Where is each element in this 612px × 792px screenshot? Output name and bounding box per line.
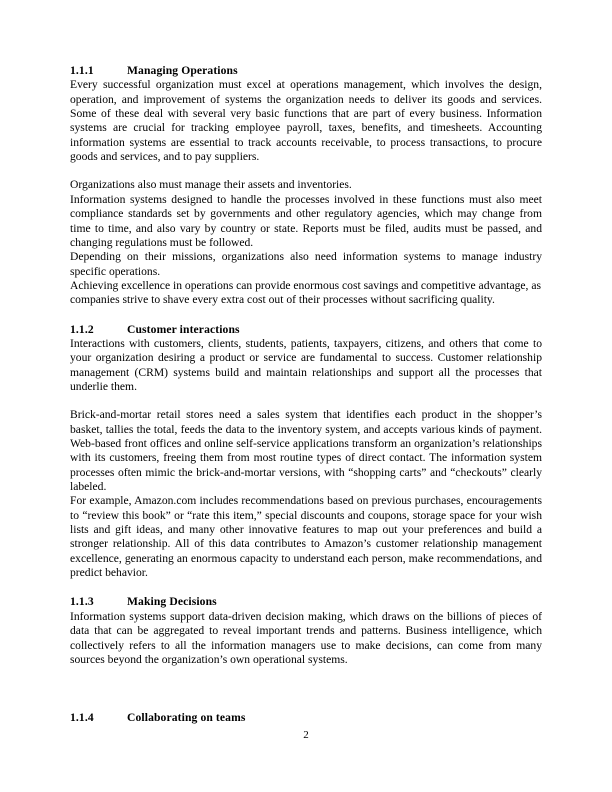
paragraph: Brick-and-mortar retail stores need a sales system that identifies each product in the shopper’s basket, tallies the total, feeds the data to the inventory system, and accepts various kinds of payment. Web-based front offices and online self-service applications transform an organization’s relationships with its customers, freeing them from most routine types of direct contact. The information system processes often mimic the brick-and-mortar versions, with “shopping carts” and “checkouts” clearly labeled. [70,408,542,494]
paragraph: Information systems support data-driven decision making, which draws on the billions of pieces of data that can be aggregated to reveal important trends and patterns. Business intelligence, which collectively refers to all the information managers use to make decisions, can come from many sources beyond the organization’s own operational systems. [70,609,542,666]
paragraph: Every successful organization must excel at operations management, which involves the design, operation, and improvement of systems the organization needs to deliver its goods and services. Some of these deal with several very basic functions that are part of every business. Information systems are crucial for tracking employee payroll, taxes, benefits, and timesheets. Accounting information systems are essential to track accounts receivable, to process transactions, to procure goods and services, and to pay suppliers. [70,78,542,164]
page-content [70,64,542,726]
paragraph: Organizations also must manage their assets and inventories. [70,178,352,192]
paragraph: For example, Amazon.com includes recommendations based on previous purchases, encouragements to “review this book” or “rate this item,” special discounts and coupons, storage space for your wish lists and gift ideas, and many other innovative features to map out your preferences and build a stronger relationship. All of this data contributes to Amazon’s customer relationship management excellence, generating an enormous capacity to understand each person, make recommendations, and predict behavior. [70,494,542,580]
section-number: 1.1.2 [70,322,94,336]
section-number: 1.1.1 [70,64,94,77]
section-heading-1-1-3 [70,595,542,609]
section-heading-1-1-1 [70,64,542,78]
paragraph: Information systems designed to handle the processes involved in these functions must also meet compliance standards set by governments and other regulatory agencies, which may change from time to time, and also vary by country or state. Reports must be filed, audits must be passed, and changing regulations must be followed. [70,192,542,249]
section-title: Collaborating on teams [127,711,246,725]
page-number: 2 [303,729,309,741]
paragraph: Depending on their missions, organizations also need information systems to manage industry specific operations. [70,250,542,278]
section-number: 1.1.3 [70,595,94,609]
section-title: Making Decisions [127,595,217,609]
section-spacer [70,308,542,323]
section-spacer [70,580,542,595]
section-heading-1-1-4 [70,711,542,725]
paragraph-spacer [70,164,542,178]
paragraph: Interactions with customers, clients, students, patients, taxpayers, citizens, and others that come to your organization desiring a product or service are fundamental to success. Customer relationship management (CRM) systems build and maintain relationships and support all the processes that underlie them. [70,336,542,393]
section-title: Customer interactions [127,322,240,336]
paragraph: Achieving excellence in operations can provide enormous cost savings and competitive advantage, as companies strive to shave every extra cost out of their processes without sacrificing quality. [70,278,542,307]
section-number: 1.1.4 [70,711,94,725]
section-spacer-large [70,667,542,711]
paragraph-spacer [70,394,542,408]
section-heading-1-1-2 [70,323,542,337]
section-title: Managing Operations [127,64,238,77]
